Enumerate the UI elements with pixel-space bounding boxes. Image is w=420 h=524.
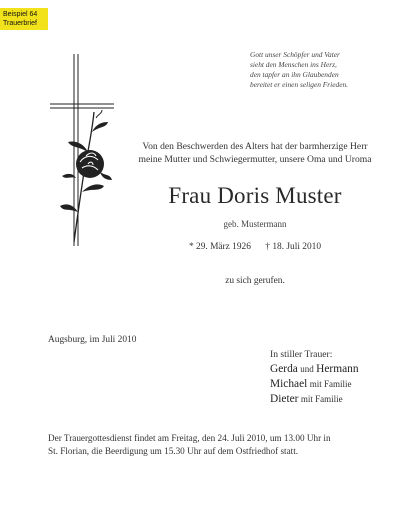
mourner-name: Dieter — [270, 393, 299, 405]
mourner-name: Hermann — [316, 363, 359, 375]
mourner-row — [270, 377, 359, 392]
mourner-name: Michael — [270, 378, 308, 390]
called-home-text: zu sich gerufen. — [225, 276, 285, 286]
quote-line: Gott unser Schöpfer und Vater — [250, 50, 340, 59]
scripture-quote — [250, 50, 410, 90]
quote-line: bereitet er einen seligen Frieden. — [250, 80, 349, 89]
intro-line-2: meine Mutter und Schwiegermutter, unsere Oma und Uroma — [138, 154, 372, 166]
mourner-joiner: und — [300, 364, 314, 374]
birth-date: * 29. März 1926 — [188, 242, 251, 252]
birth-name: geb. Mustermann — [223, 219, 287, 229]
death-date: † 18. Juli 2010 — [265, 242, 322, 252]
quote-line: den tapfer an ihn Glaubenden — [250, 70, 339, 79]
mourner-suffix: mit Familie — [309, 379, 352, 389]
mourners-heading: In stiller Trauer: — [270, 349, 333, 360]
badge-line-2: Trauerbrief — [3, 20, 37, 27]
intro-line-1: Von den Beschwerden des Alters hat der barmherzige Herr — [142, 141, 368, 152]
announcement-intro — [100, 140, 410, 167]
deceased-name: Frau Doris Muster — [168, 183, 342, 208]
mourners-block — [270, 347, 359, 407]
mourner-row — [270, 362, 359, 377]
badge-line-1: Beispiel 64 — [3, 11, 38, 18]
mourner-row — [270, 392, 359, 407]
place-and-date: Augsburg, im Juli 2010 — [48, 335, 137, 345]
example-badge — [0, 8, 48, 30]
service-notice — [48, 432, 388, 458]
life-dates — [100, 242, 410, 252]
mourner-suffix: mit Familie — [300, 394, 343, 404]
quote-line: sieht den Menschen ins Herz, — [250, 60, 337, 69]
mourner-name: Gerda — [270, 363, 298, 375]
service-line-1: Der Trauergottesdienst findet am Freitag, den 24. Juli 2010, um 13.00 Uhr in — [48, 433, 331, 443]
service-line-2: St. Florian, die Beerdigung um 15.30 Uhr auf dem Ostfriedhof statt. — [48, 446, 299, 457]
